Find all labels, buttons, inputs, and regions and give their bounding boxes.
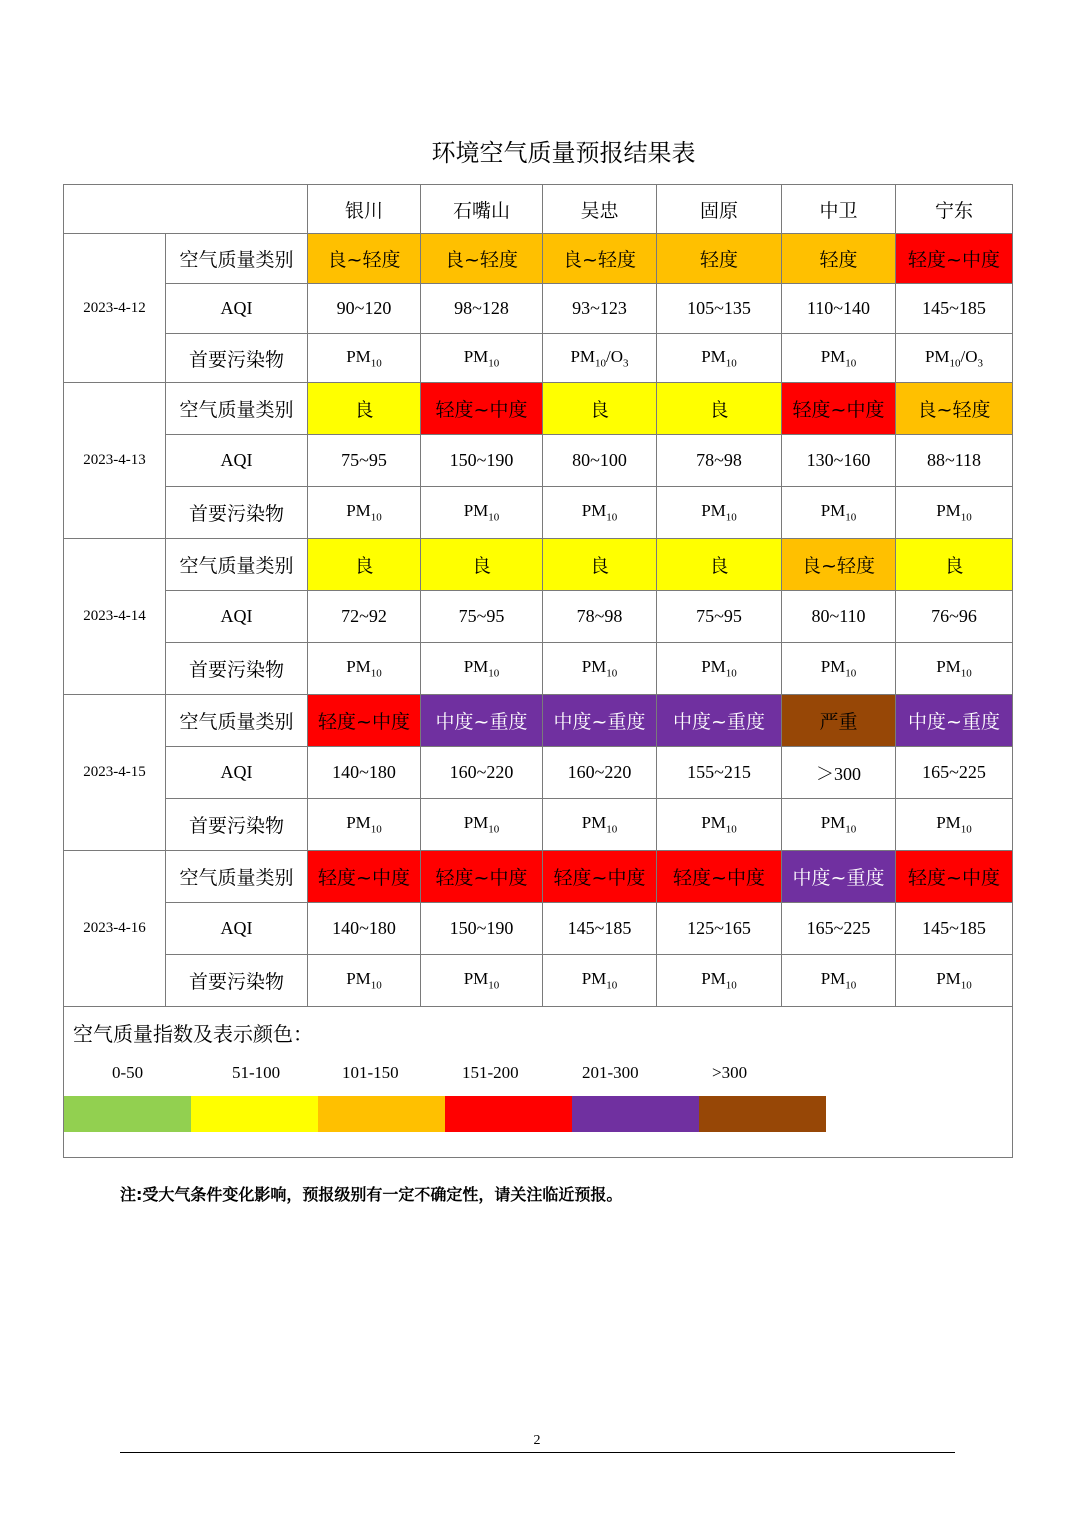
aqi-value-cell: 78~98 xyxy=(657,435,782,487)
aqi-value-cell: 78~98 xyxy=(543,591,657,643)
legend-title: 空气质量指数及表示颜色： xyxy=(73,1022,313,1046)
pollutant-subscript: 10 xyxy=(488,511,500,524)
aq-category-cell: 良~轻度 xyxy=(782,539,896,591)
primary-pollutant-cell xyxy=(657,334,782,383)
category-row xyxy=(64,234,1013,284)
pollutant-subscript: 10 xyxy=(488,823,500,836)
pollutant-subscript: 10 xyxy=(606,667,618,680)
header-corner-cell xyxy=(64,185,308,234)
pollutant-name: PM xyxy=(701,657,726,677)
aqi-value-cell: 105~135 xyxy=(657,284,782,334)
pollutant-subscript: 10 xyxy=(370,511,382,524)
aq-category-cell: 轻度~中度 xyxy=(308,851,421,903)
legend-range-label: 101-150 xyxy=(342,1063,399,1082)
aq-category-cell: 良~轻度 xyxy=(308,234,421,284)
pollutant-subscript: 10 xyxy=(606,511,618,524)
primary-pollutant-cell xyxy=(308,643,421,695)
pollutant-subscript: 10 xyxy=(606,823,618,836)
aq-category-cell: 轻度~中度 xyxy=(896,234,1013,284)
row-label-pollutant: 首要污染物 xyxy=(166,643,308,695)
pollutant-subscript: 3 xyxy=(623,357,629,370)
aqi-value-cell: 160~220 xyxy=(543,747,657,799)
pollutant-subscript: 10 xyxy=(725,667,737,680)
primary-pollutant-cell xyxy=(308,799,421,851)
footer-divider xyxy=(120,1452,955,1453)
primary-pollutant-cell xyxy=(421,643,543,695)
pollutant-name: PM xyxy=(820,501,846,521)
pollutant-subscript: 10 xyxy=(595,357,607,370)
forecast-date: 2023-4-12 xyxy=(64,234,166,383)
pollutant-subscript: 10 xyxy=(960,823,972,836)
row-label-aqi: AQI xyxy=(166,747,308,799)
pollutant-name: PM xyxy=(581,969,607,989)
forecast-date: 2023-4-14 xyxy=(64,539,166,695)
legend-color-swatch xyxy=(318,1096,445,1132)
pollutant-subscript: 3 xyxy=(977,357,984,370)
pollutant-name: PM xyxy=(820,813,846,833)
pollutant-name: /O xyxy=(606,346,624,366)
pollutant-name: PM xyxy=(924,346,950,366)
row-label-pollutant: 首要污染物 xyxy=(166,799,308,851)
pollutant-subscript: 10 xyxy=(370,357,382,370)
pollutant-subscript: 10 xyxy=(488,979,500,992)
primary-pollutant-cell xyxy=(421,955,543,1007)
pollutant-subscript: 10 xyxy=(949,357,961,370)
pollutant-name: PM xyxy=(463,969,489,989)
pollutant-name: PM xyxy=(820,657,846,677)
city-header: 中卫 xyxy=(782,185,896,234)
legend-range-label: 201-300 xyxy=(582,1063,639,1082)
row-label-aqi: AQI xyxy=(166,903,308,955)
row-label-aqi: AQI xyxy=(166,435,308,487)
aq-category-cell: 良 xyxy=(657,383,782,435)
aqi-value-cell: 140~180 xyxy=(308,747,421,799)
legend-range-label: 51-100 xyxy=(232,1063,281,1082)
primary-pollutant-cell xyxy=(308,955,421,1007)
aq-category-cell: 良~轻度 xyxy=(421,234,543,284)
primary-pollutant-cell xyxy=(543,799,657,851)
pollutant-name: /O xyxy=(960,346,978,366)
row-label-pollutant: 首要污染物 xyxy=(166,334,308,383)
pollutant-subscript: 10 xyxy=(845,979,857,992)
primary-pollutant-cell xyxy=(421,799,543,851)
primary-pollutant-cell xyxy=(543,487,657,539)
aq-category-cell: 良 xyxy=(308,383,421,435)
pollutant-name: PM xyxy=(581,813,607,833)
aq-category-cell: 中度~重度 xyxy=(421,695,543,747)
aq-category-cell: 中度~重度 xyxy=(657,695,782,747)
pollutant-subscript: 10 xyxy=(960,667,972,680)
pollutant-name: PM xyxy=(936,969,961,989)
aq-category-cell: 良 xyxy=(896,539,1013,591)
aq-category-cell: 严重 xyxy=(782,695,896,747)
category-row xyxy=(64,695,1013,747)
pollutant-name: PM xyxy=(936,657,961,677)
pollutant-name: PM xyxy=(346,969,371,989)
aq-category-cell: 轻度~中度 xyxy=(421,383,543,435)
category-row xyxy=(64,851,1013,903)
pollutant-name: PM xyxy=(346,657,371,677)
aqi-value-cell: 145~185 xyxy=(896,903,1013,955)
aqi-value-cell: 76~96 xyxy=(896,591,1013,643)
primary-pollutant-cell xyxy=(782,334,896,383)
aq-category-cell: 轻度~中度 xyxy=(421,851,543,903)
primary-pollutant-cell xyxy=(896,487,1013,539)
aq-category-cell: 良 xyxy=(543,539,657,591)
aqi-row xyxy=(64,903,1013,955)
aqi-value-cell: 75~95 xyxy=(657,591,782,643)
legend-row xyxy=(64,1007,1013,1158)
pollutant-name: PM xyxy=(346,813,371,833)
pollutant-name: PM xyxy=(701,346,726,366)
pollutant-subscript: 10 xyxy=(845,511,857,524)
pollutant-row xyxy=(64,955,1013,1007)
forecast-date: 2023-4-13 xyxy=(64,383,166,539)
aqi-value-cell: 88~118 xyxy=(896,435,1013,487)
aq-category-cell: 中度~重度 xyxy=(896,695,1013,747)
aqi-value-cell: 80~100 xyxy=(543,435,657,487)
aqi-value-cell: 165~225 xyxy=(896,747,1013,799)
city-header-row xyxy=(64,185,1013,234)
pollutant-name: PM xyxy=(701,813,726,833)
primary-pollutant-cell xyxy=(543,334,657,383)
aq-category-cell: 良 xyxy=(308,539,421,591)
pollutant-row xyxy=(64,643,1013,695)
row-label-category: 空气质量类别 xyxy=(166,234,308,284)
aqi-value-cell: 125~165 xyxy=(657,903,782,955)
row-label-category: 空气质量类别 xyxy=(166,695,308,747)
aqi-row xyxy=(64,591,1013,643)
aqi-value-cell: 80~110 xyxy=(782,591,896,643)
aq-category-cell: 良~轻度 xyxy=(543,234,657,284)
pollutant-name: PM xyxy=(463,501,489,521)
pollutant-row xyxy=(64,799,1013,851)
row-label-aqi: AQI xyxy=(166,284,308,334)
legend-range-label: 151-200 xyxy=(462,1063,519,1082)
legend-color-swatch xyxy=(699,1096,826,1132)
legend-color-swatch xyxy=(191,1096,318,1132)
legend-range-label: >300 xyxy=(712,1063,748,1082)
pollutant-subscript: 10 xyxy=(845,667,857,680)
primary-pollutant-cell xyxy=(421,334,543,383)
aqi-value-cell: 155~215 xyxy=(657,747,782,799)
primary-pollutant-cell xyxy=(782,487,896,539)
aqi-value-cell: 150~190 xyxy=(421,903,543,955)
aq-category-cell: 轻度 xyxy=(657,234,782,284)
aq-category-cell: 轻度~中度 xyxy=(782,383,896,435)
primary-pollutant-cell xyxy=(657,799,782,851)
primary-pollutant-cell xyxy=(421,487,543,539)
primary-pollutant-cell xyxy=(657,643,782,695)
pollutant-subscript: 10 xyxy=(370,979,382,992)
primary-pollutant-cell xyxy=(896,643,1013,695)
aqi-value-cell: 75~95 xyxy=(421,591,543,643)
pollutant-subscript: 10 xyxy=(488,357,500,370)
legend-color-swatch xyxy=(572,1096,699,1132)
aq-category-cell: 良 xyxy=(657,539,782,591)
aq-category-cell: 轻度~中度 xyxy=(657,851,782,903)
pollutant-subscript: 10 xyxy=(960,979,972,992)
row-label-pollutant: 首要污染物 xyxy=(166,487,308,539)
pollutant-name: PM xyxy=(936,813,961,833)
city-header: 石嘴山 xyxy=(421,185,543,234)
pollutant-name: PM xyxy=(701,501,726,521)
forecast-date: 2023-4-16 xyxy=(64,851,166,1007)
primary-pollutant-cell xyxy=(543,643,657,695)
aqi-value-cell: 72~92 xyxy=(308,591,421,643)
page-title: 环境空气质量预报结果表 xyxy=(431,139,696,167)
category-row xyxy=(64,539,1013,591)
pollutant-subscript: 10 xyxy=(370,667,382,680)
primary-pollutant-cell xyxy=(782,955,896,1007)
pollutant-name: PM xyxy=(463,657,489,677)
city-header: 宁东 xyxy=(896,185,1013,234)
pollutant-subscript: 10 xyxy=(488,667,500,680)
pollutant-subscript: 10 xyxy=(370,823,382,836)
city-header: 银川 xyxy=(308,185,421,234)
pollutant-subscript: 10 xyxy=(845,357,857,370)
aqi-color-legend xyxy=(64,1007,1013,1158)
row-label-category: 空气质量类别 xyxy=(166,539,308,591)
aq-category-cell: 良 xyxy=(421,539,543,591)
aqi-value-cell: 165~225 xyxy=(782,903,896,955)
aq-category-cell: 轻度~中度 xyxy=(308,695,421,747)
primary-pollutant-cell xyxy=(896,334,1013,383)
aqi-value-cell: 130~160 xyxy=(782,435,896,487)
pollutant-name: PM xyxy=(701,969,726,989)
aqi-value-cell: 145~185 xyxy=(543,903,657,955)
primary-pollutant-cell xyxy=(543,955,657,1007)
aqi-value-cell: 140~180 xyxy=(308,903,421,955)
aqi-value-cell: 93~123 xyxy=(543,284,657,334)
pollutant-name: PM xyxy=(570,346,596,366)
row-label-category: 空气质量类别 xyxy=(166,851,308,903)
pollutant-name: PM xyxy=(346,501,371,521)
pollutant-name: PM xyxy=(346,346,371,366)
aqi-value-cell: 160~220 xyxy=(421,747,543,799)
pollutant-subscript: 10 xyxy=(960,511,972,524)
primary-pollutant-cell xyxy=(308,487,421,539)
aqi-value-cell: 75~95 xyxy=(308,435,421,487)
pollutant-name: PM xyxy=(581,657,607,677)
forecast-note: 注:受大气条件变化影响，预报级别有一定不确定性，请关注临近预报。 xyxy=(120,1185,623,1204)
primary-pollutant-cell xyxy=(782,643,896,695)
primary-pollutant-cell xyxy=(896,955,1013,1007)
aqi-value-cell: ＞300 xyxy=(782,747,896,799)
pollutant-name: PM xyxy=(820,346,846,366)
pollutant-subscript: 10 xyxy=(725,823,737,836)
primary-pollutant-cell xyxy=(308,334,421,383)
pollutant-name: PM xyxy=(581,501,607,521)
primary-pollutant-cell xyxy=(657,487,782,539)
legend-color-swatch xyxy=(445,1096,572,1132)
row-label-aqi: AQI xyxy=(166,591,308,643)
aqi-value-cell: 150~190 xyxy=(421,435,543,487)
city-header: 吴忠 xyxy=(543,185,657,234)
pollutant-subscript: 10 xyxy=(725,511,737,524)
aqi-value-cell: 90~120 xyxy=(308,284,421,334)
legend-range-label: 0-50 xyxy=(112,1063,144,1082)
aqi-value-cell: 145~185 xyxy=(896,284,1013,334)
aqi-row xyxy=(64,747,1013,799)
aq-category-cell: 良~轻度 xyxy=(896,383,1013,435)
forecast-date: 2023-4-15 xyxy=(64,695,166,851)
primary-pollutant-cell xyxy=(782,799,896,851)
pollutant-subscript: 10 xyxy=(606,979,618,992)
primary-pollutant-cell xyxy=(896,799,1013,851)
aq-category-cell: 轻度 xyxy=(782,234,896,284)
row-label-pollutant: 首要污染物 xyxy=(166,955,308,1007)
pollutant-name: PM xyxy=(936,501,961,521)
primary-pollutant-cell xyxy=(657,955,782,1007)
aq-category-cell: 中度~重度 xyxy=(543,695,657,747)
pollutant-row xyxy=(64,487,1013,539)
pollutant-name: PM xyxy=(463,813,489,833)
aq-category-cell: 轻度~中度 xyxy=(543,851,657,903)
pollutant-subscript: 10 xyxy=(845,823,857,836)
pollutant-subscript: 10 xyxy=(725,979,737,992)
city-header: 固原 xyxy=(657,185,782,234)
pollutant-name: PM xyxy=(820,969,846,989)
pollutant-row xyxy=(64,334,1013,383)
legend-color-swatch xyxy=(64,1096,191,1132)
pollutant-subscript: 10 xyxy=(725,357,737,370)
aqi-value-cell: 110~140 xyxy=(782,284,896,334)
air-quality-forecast-table xyxy=(63,184,1013,1158)
aqi-row xyxy=(64,435,1013,487)
aqi-row xyxy=(64,284,1013,334)
aq-category-cell: 轻度~中度 xyxy=(896,851,1013,903)
category-row xyxy=(64,383,1013,435)
aqi-value-cell: 98~128 xyxy=(421,284,543,334)
aq-category-cell: 中度~重度 xyxy=(782,851,896,903)
aq-category-cell: 良 xyxy=(543,383,657,435)
pollutant-name: PM xyxy=(463,346,489,366)
page-number: 2 xyxy=(533,1433,541,1448)
row-label-category: 空气质量类别 xyxy=(166,383,308,435)
